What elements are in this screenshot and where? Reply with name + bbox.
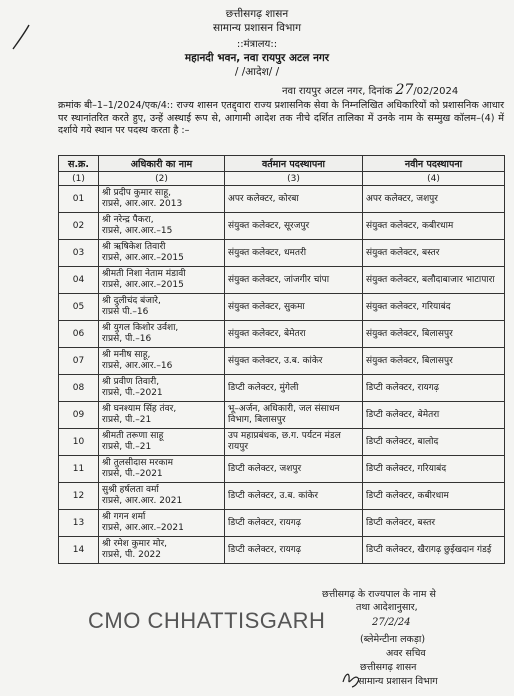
footer-order-line: तथा आदेशानुसार, — [356, 602, 418, 613]
order-paragraph: क्रमांक बी–1–1/2024/एक/4:: राज्य शासन एतद्द्वारा राज्य प्रशासनिक सेवा के निम्नलिखित अधिकारियों को प्रशासनिक आधार पर स्थानांतरित करते हुए, उन्हें अस्थाई रूप से, आगामी आदेश तक नीचे दर्शित तालिका में उनके नाम के सम्मुख कॉलम–(4) में दर्शाये गये स्थान पर पदस्थ करता है :– — [58, 100, 504, 137]
officer-service: राप्रसे, पी.–16 — [102, 334, 152, 344]
officer-cell — [99, 429, 225, 456]
serial-cell: 03 — [59, 240, 99, 267]
new-posting-cell: संयुक्त कलेक्टर, बिलासपुर — [363, 321, 505, 348]
serial-cell: 12 — [59, 483, 99, 510]
date-day-handwritten: 27 — [395, 82, 414, 98]
current-posting-cell: डिप्टी कलेक्टर, रायगढ़ — [225, 510, 363, 537]
serial-cell: 02 — [59, 213, 99, 240]
signatory-name: (ब्लेमेन्टीना लकड़ा) — [360, 634, 426, 645]
officer-name: श्री नरेन्द्र पैकरा, — [102, 215, 154, 225]
current-posting-cell: संयुक्त कलेक्टर, बेमेतरा — [225, 321, 363, 348]
date-rest: /02/2024 — [413, 86, 459, 97]
transfer-table — [58, 155, 505, 564]
serial-cell: 05 — [59, 294, 99, 321]
signature-date-handwritten: 27/2/24 — [372, 617, 411, 628]
officer-service: राप्रसे, आर.आर.–2015 — [102, 253, 184, 263]
officer-service: राप्रसे, पी.–2021 — [102, 388, 163, 398]
current-posting-cell: डिप्टी कलेक्टर, जशपुर — [225, 456, 363, 483]
officer-name: श्री मनीष साहू, — [102, 350, 151, 360]
officer-service: राप्रसे, आर.आर.–15 — [102, 226, 173, 236]
current-posting-cell: डिप्टी कलेक्टर, रायगढ़ — [225, 537, 363, 564]
col-number: (2) — [99, 172, 225, 186]
col-header-officer: अधिकारी का नाम — [99, 156, 225, 172]
current-posting-cell: डिप्टी कलेक्टर, मुंगेली — [225, 375, 363, 402]
officer-service: राप्रसे, आर.आर.–16 — [102, 361, 173, 371]
table-row — [59, 510, 505, 537]
officer-cell — [99, 321, 225, 348]
officer-cell — [99, 402, 225, 429]
new-posting-cell: डिप्टी कलेक्टर, बेमेतरा — [363, 402, 505, 429]
table-row — [59, 294, 505, 321]
signatory-designation: अवर सचिव — [386, 648, 426, 659]
new-posting-cell: संयुक्त कलेक्टर, कबीरधाम — [363, 213, 505, 240]
table-row — [59, 402, 505, 429]
date-prefix: नवा रायपुर अटल नगर, दिनांक — [282, 86, 393, 97]
serial-cell: 13 — [59, 510, 99, 537]
serial-cell: 07 — [59, 348, 99, 375]
serial-cell: 01 — [59, 186, 99, 213]
officer-name: श्री घनश्याम सिंह तंवर, — [102, 404, 177, 414]
officer-name: श्री तुलसीदास मरकाम — [102, 458, 173, 468]
ministry-label: ::मंत्रालय:: — [236, 39, 278, 50]
current-posting-cell: अपर कलेक्टर, कोरबा — [225, 186, 363, 213]
col-number: (1) — [59, 172, 99, 186]
department-name: सामान्य प्रशासन विभाग — [212, 22, 301, 34]
officer-service: राप्रसे, आर.आर.–2015 — [102, 280, 184, 290]
officer-name: श्री युगल किशोर उर्वशा, — [102, 323, 179, 333]
current-posting-cell: डिप्टी कलेक्टर, उ.ब. कांकेर — [225, 483, 363, 510]
table-header-row — [59, 156, 505, 172]
new-posting-cell: डिप्टी कलेक्टर, गरियाबंद — [363, 456, 505, 483]
signatory-org: छत्तीसगढ़ शासन — [360, 662, 417, 673]
officer-cell — [99, 240, 225, 267]
current-posting-cell: संयुक्त कलेक्टर, सुकमा — [225, 294, 363, 321]
new-posting-cell: डिप्टी कलेक्टर, खैरागढ़ छुईखदान गंडई — [363, 537, 505, 564]
officer-cell — [99, 213, 225, 240]
officer-service: राप्रसे पी.–16 — [102, 307, 149, 317]
officer-cell — [99, 294, 225, 321]
col-number: (4) — [363, 172, 505, 186]
serial-cell: 14 — [59, 537, 99, 564]
officer-service: राप्रसे, आर.आर. 2013 — [102, 199, 183, 209]
govt-name: छत्तीसगढ़ शासन — [225, 8, 289, 20]
serial-cell: 04 — [59, 267, 99, 294]
officer-name: सुश्री हर्षलता वर्मा — [102, 485, 159, 495]
table-row — [59, 456, 505, 483]
serial-cell: 09 — [59, 402, 99, 429]
col-header-current: वर्तमान पदस्थापना — [225, 156, 363, 172]
table-row — [59, 267, 505, 294]
officer-cell — [99, 537, 225, 564]
current-posting-cell: संयुक्त कलेक्टर, धमतरी — [225, 240, 363, 267]
officer-cell — [99, 267, 225, 294]
officer-name: श्री दुलीचंद बंजारे, — [102, 296, 161, 306]
table-row — [59, 321, 505, 348]
new-posting-cell: डिप्टी कलेक्टर, कबीरधाम — [363, 483, 505, 510]
table-row — [59, 375, 505, 402]
table-row — [59, 186, 505, 213]
current-posting-cell: संयुक्त कलेक्टर, जांजगीर चांपा — [225, 267, 363, 294]
col-number: (3) — [225, 172, 363, 186]
order-heading: / /आदेश/ / — [234, 66, 280, 78]
footer-governor-line: छत्तीसगढ़ के राज्यपाल के नाम से — [322, 589, 436, 600]
officer-service: राप्रसे, आर.आर. 2021 — [102, 496, 183, 506]
column-number-row — [59, 172, 505, 186]
table-body — [59, 186, 505, 564]
new-posting-cell: संयुक्त कलेक्टर, बिलासपुर — [363, 348, 505, 375]
current-posting-cell: संयुक्त कलेक्टर, सूरजपुर — [225, 213, 363, 240]
officer-service: राप्रसे, पी.–21 — [102, 442, 152, 452]
officer-name: श्री गगन शर्मा — [102, 512, 146, 522]
table-row — [59, 213, 505, 240]
new-posting-cell: अपर कलेक्टर, जशपुर — [363, 186, 505, 213]
officer-service: राप्रसे, आर.आर.–2021 — [102, 523, 184, 533]
officer-cell — [99, 510, 225, 537]
serial-cell: 11 — [59, 456, 99, 483]
address-line: महानदी भवन, नवा रायपुर अटल नगर — [184, 52, 330, 64]
serial-cell: 08 — [59, 375, 99, 402]
current-posting-cell: उप महाप्रबंधक, छ.ग. पर्यटन मंडल रायपुर — [225, 429, 363, 456]
new-posting-cell: संयुक्त कलेक्टर, गरियाबंद — [363, 294, 505, 321]
serial-cell: 06 — [59, 321, 99, 348]
officer-cell — [99, 186, 225, 213]
officer-name: श्री रमेश कुमार मोर, — [102, 539, 168, 549]
table-row — [59, 429, 505, 456]
table-row — [59, 240, 505, 267]
officer-name: श्रीमती निशा नेताम मंडावी — [102, 269, 186, 279]
table-row — [59, 483, 505, 510]
current-posting-cell: संयुक्त कलेक्टर, उ.ब. कांकेर — [225, 348, 363, 375]
officer-name: श्री प्रवीण तिवारी, — [102, 377, 160, 387]
officer-service: राप्रसे, पी.–2021 — [102, 469, 163, 479]
officer-service: राप्रसे, पी.–21 — [102, 415, 152, 425]
col-header-new: नवीन पदस्थापना — [363, 156, 505, 172]
order-date — [282, 82, 458, 98]
table-row — [59, 537, 505, 564]
new-posting-cell: संयुक्त कलेक्टर, बस्तर — [363, 240, 505, 267]
officer-service: राप्रसे, पी. 2022 — [102, 550, 162, 560]
handwritten-initial-mark — [340, 668, 362, 690]
new-posting-cell: डिप्टी कलेक्टर, बालोद — [363, 429, 505, 456]
new-posting-cell: डिप्टी कलेक्टर, रायगढ़ — [363, 375, 505, 402]
officer-cell — [99, 456, 225, 483]
new-posting-cell: संयुक्त कलेक्टर, बलौदाबाजार भाटापारा — [363, 267, 505, 294]
col-header-serial: स.क्र. — [59, 156, 99, 172]
officer-name: श्री प्रदीप कुमार साहू, — [102, 188, 171, 198]
table-row — [59, 348, 505, 375]
serial-cell: 10 — [59, 429, 99, 456]
officer-cell — [99, 375, 225, 402]
officer-cell — [99, 483, 225, 510]
officer-cell — [99, 348, 225, 375]
current-posting-cell: भू–अर्जन, अधिकारी, जल संसाधन विभाग, बिलासपुर — [225, 402, 363, 429]
signatory-department: सामान्य प्रशासन विभाग — [358, 676, 438, 687]
officer-name: श्रीमती तरूणा साहू — [102, 431, 164, 441]
officer-name: श्री ऋषिकेश तिवारी — [102, 242, 166, 252]
watermark-text: CMO CHHATTISGARH — [88, 608, 326, 633]
new-posting-cell: डिप्टी कलेक्टर, बस्तर — [363, 510, 505, 537]
